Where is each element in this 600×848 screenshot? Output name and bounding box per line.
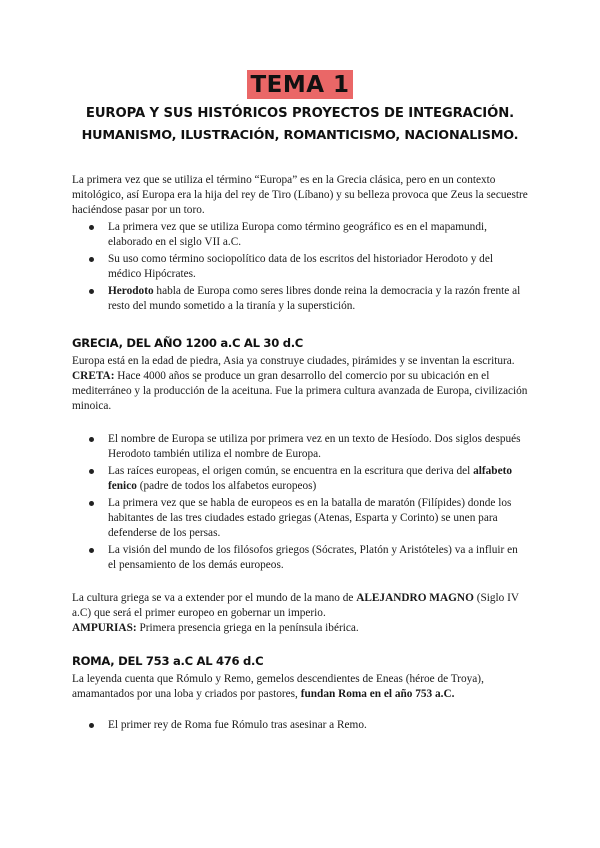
grecia-paragraph-ampurias <box>72 621 528 636</box>
paragraph-text: La leyenda cuenta que Rómulo y Remo, gemelos descendientes de Eneas (héroe de Troya), amamantados por una loba y criados por pastores, <box>72 673 484 700</box>
bullet-icon <box>89 469 94 474</box>
list-item <box>72 718 528 733</box>
roma-bullet-list <box>72 718 528 733</box>
bullet-text: Su uso como término sociopolítico data de los escritos del historiador Herodoto y del médico Hipócrates. <box>108 253 493 280</box>
tema-title: TEMA 1 <box>247 70 352 99</box>
list-item <box>72 252 528 282</box>
bullet-text: La primera vez que se habla de europeos es en la batalla de maratón (Filípides) donde los habitantes de las tres ciudades estado griegas (Atenas, Esparta y Corinto) se unen para defenderse de los persas. <box>108 497 512 539</box>
roma-paragraph-1 <box>72 672 528 702</box>
bullet-text: El nombre de Europa se utiliza por primera vez en un texto de Hesíodo. Dos siglos después Herodoto también utiliza el nombre de Europa. <box>108 433 521 460</box>
title-row <box>72 70 528 99</box>
bullet-text: habla de Europa como seres libres donde reina la democracia y la razón frente al resto del mundo sometido a la tiranía y la superstición. <box>108 285 521 312</box>
paragraph-text: Hace 4000 años se produce un gran desarrollo del comercio por su ubicación en el mediterráneo y la producción de la aceituna. Fue la primera cultura avanzada de Europa, civilización minoica. <box>72 370 528 412</box>
grecia-paragraph-1: Europa está en la edad de piedra, Asia ya construye ciudades, pirámides y se inventan la escritura. <box>72 355 515 367</box>
bullet-bold-text: alfabeto fenico <box>108 465 513 492</box>
paragraph-text: La cultura griega se va a extender por el mundo de la mano de <box>72 592 357 604</box>
list-item <box>72 543 528 573</box>
bullet-icon <box>89 723 94 728</box>
grecia-section <box>72 334 528 636</box>
grecia-bullet-list <box>72 432 528 573</box>
intro-bullet-list <box>72 220 528 314</box>
paragraph-text: (Siglo IV a.C) que será el primer europeo en gobernar un imperio. <box>72 592 519 619</box>
roma-section <box>72 652 528 733</box>
list-item <box>72 464 528 494</box>
list-item <box>72 284 528 314</box>
intro-paragraph: La primera vez que se utiliza el término “Europa” es en la Grecia clásica, pero en un contexto mitológico, así Europa era la hija del rey de Tiro (Líbano) y su belleza provoca que Zeus la secuestre haciéndose pasar por un toro. <box>72 174 528 216</box>
bullet-icon <box>89 548 94 553</box>
bold-label: AMPURIAS: <box>72 622 137 634</box>
list-item <box>72 220 528 250</box>
subtitle <box>72 103 528 147</box>
bold-label: ALEJANDRO MAGNO <box>356 592 474 604</box>
bullet-text: Las raíces europeas, el origen común, se encuentra en la escritura que deriva del <box>108 465 474 477</box>
bullet-icon <box>89 225 94 230</box>
bullet-text: La visión del mundo de los filósofos griegos (Sócrates, Platón y Aristóteles) va a influir en el pensamiento de los demás europeos. <box>108 544 518 571</box>
subtitle-line-2: HUMANISMO, ILUSTRACIÓN, ROMANTICISMO, NACIONALISMO. <box>81 128 519 143</box>
paragraph-text: Primera presencia griega en la península ibérica. <box>136 622 359 634</box>
bullet-text: La primera vez que se utiliza Europa como término geográfico es en el mapamundi, elaborado en el siglo VII a.C. <box>108 221 487 248</box>
bullet-icon <box>89 501 94 506</box>
bold-label: CRETA: <box>72 370 115 382</box>
section-heading-roma: ROMA, DEL 753 a.C AL 476 d.C <box>72 654 264 668</box>
list-item <box>72 496 528 541</box>
bullet-bold-text: Herodoto <box>108 285 154 297</box>
subtitle-line-1: EUROPA Y SUS HISTÓRICOS PROYECTOS DE INTEGRACIÓN. <box>85 106 515 121</box>
bullet-text: El primer rey de Roma fue Rómulo tras asesinar a Remo. <box>108 719 367 731</box>
bullet-icon <box>89 257 94 262</box>
bullet-icon <box>89 437 94 442</box>
bold-label: fundan Roma en el año 753 a.C. <box>300 688 455 700</box>
grecia-paragraph-alejandro <box>72 591 528 621</box>
section-heading-grecia: GRECIA, DEL AÑO 1200 a.C AL 30 d.C <box>72 336 304 350</box>
grecia-paragraph-creta <box>72 369 528 414</box>
list-item <box>72 432 528 462</box>
bullet-icon <box>89 289 94 294</box>
bullet-text: (padre de todos los alfabetos europeos) <box>136 480 317 492</box>
intro-section <box>72 173 528 314</box>
